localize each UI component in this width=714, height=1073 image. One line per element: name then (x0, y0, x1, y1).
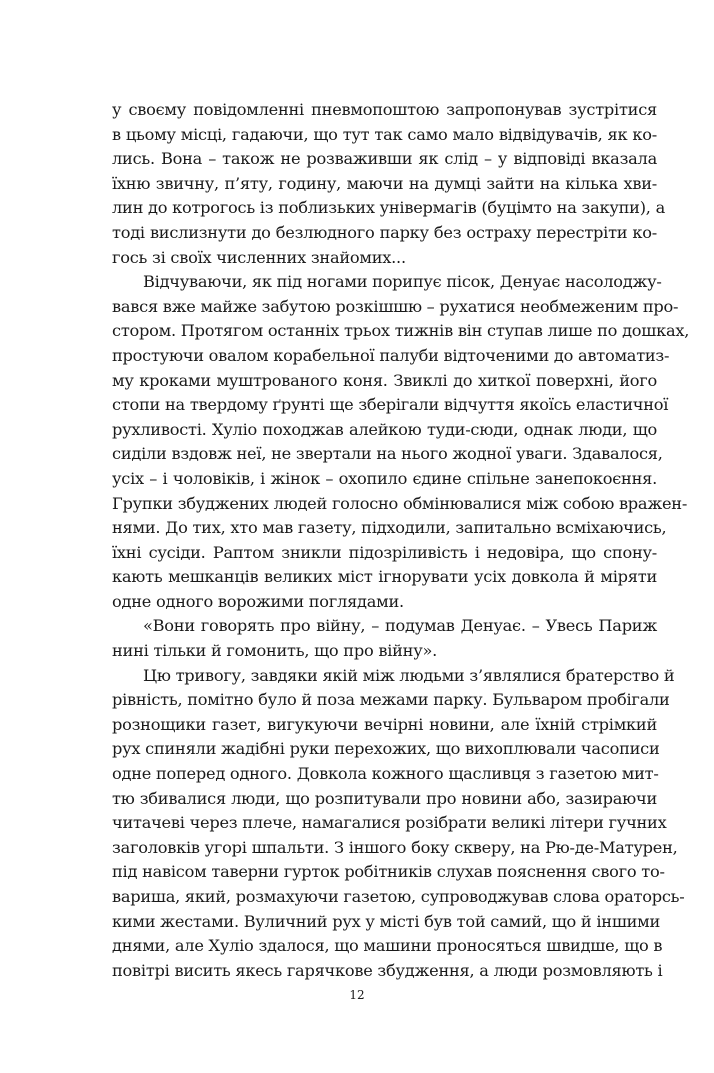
text-line: тоді вислизнути до безлюдного парку без остраху перестріти ко- (112, 222, 657, 242)
text-line: усіх – і чоловіків, і жінок – охопило єдине спільне занепокоєння. (112, 468, 657, 488)
text-line: гось зі своїх численних знайомих... (112, 247, 406, 267)
text-line: простуючи овалом корабельної палуби відточеними до автоматиз- (112, 345, 670, 365)
text-line: повітрі висить якесь гарячкове збудження, а люди розмовляють і (112, 960, 663, 980)
text-line: лись. Вона – також не розваживши як слід – у відповіді вказала (112, 149, 657, 169)
text-line: одне поперед одного. Довкола кожного щасливця з газетою мит- (112, 764, 659, 784)
text-line: рівність, помітно було й поза межами парку. Бульваром пробігали (112, 690, 670, 710)
text-line: рознощики газет, вигукуючи вечірні новини, але їхній стрімкий (112, 714, 657, 734)
text-line: Відчуваючи, як під ногами порипує пісок, Денуає насолоджу- (143, 272, 662, 292)
text-line: під навісом таверни гурток робітників слухав пояснення свого то- (112, 862, 665, 882)
text-line: вався вже майже забутою розкішшю – рухатися необмеженим про- (112, 296, 679, 316)
text-line: нині тільки й гомонить, що про війну». (112, 641, 438, 661)
text-line: тю збивалися люди, що розпитували про новини або, зазираючи (112, 788, 657, 808)
text-line: в цьому місці, гадаючи, що тут так само мало відвідувачів, як ко- (112, 124, 657, 144)
text-line: Цю тривогу, завдяки якій між людьми з’являлися братерство й (143, 665, 675, 685)
text-line: стопи на твердому ґрунті ще зберігали відчуття якоїсь еластичної (112, 395, 669, 415)
text-line: їхні сусіди. Раптом зникли підозріливість і недовіра, що спону- (112, 542, 657, 562)
text-line: рух спиняли жадібні руки перехожих, що вихоплювали часописи (112, 739, 660, 759)
text-line: кими жестами. Вуличний рух у місті був той самий, що й іншими (112, 911, 661, 931)
text-line: нями. До тих, хто мав газету, підходили, запитально всміхаючись, (112, 518, 667, 538)
text-line: їхню звичну, п’яту, годину, маючи на думці зайти на кілька хви- (112, 173, 657, 193)
text-line: Групки збуджених людей голосно обмінювалися між собою вражен- (112, 493, 688, 513)
text-line: у своєму повідомленні пневмопоштою запропонував зустрітися (112, 100, 657, 119)
text-line: лин до котрогось із поблизьких універмагів (буцімто на закупи), а (112, 198, 665, 218)
text-line: «Вони говорять про війну, – подумав Денуає. – Увесь Париж (143, 616, 657, 636)
text-line: вариша, який, розмахуючи газетою, супроводжував слова ораторсь- (112, 887, 685, 906)
text-line: му кроками муштрованого коня. Звиклі до хиткої поверхні, його (112, 370, 657, 390)
text-line: днями, але Хуліо здалося, що машини проносяться швидше, що в (112, 936, 663, 956)
text-line: стором. Протягом останніх трьох тижнів він ступав лише по дошках, (112, 321, 690, 341)
text-line: одне одного ворожими поглядами. (112, 591, 404, 611)
text-line: заголовків угорі шпальти. З іншого боку скверу, на Рю-де-Матурен, (112, 837, 678, 857)
text-line: рухливості. Хуліо походжав алейкою туди-сюди, однак люди, що (112, 419, 657, 439)
body-text (112, 98, 690, 983)
text-line: сиділи вздовж неї, не звертали на нього жодної уваги. Здавалося, (112, 444, 663, 464)
text-line: читачеві через плече, намагалися розібрати великі літери гучних (112, 813, 667, 833)
text-line: кають мешканців великих міст ігнорувати усіх довкола й міряти (112, 567, 657, 587)
page-number: 12 (349, 988, 365, 1002)
